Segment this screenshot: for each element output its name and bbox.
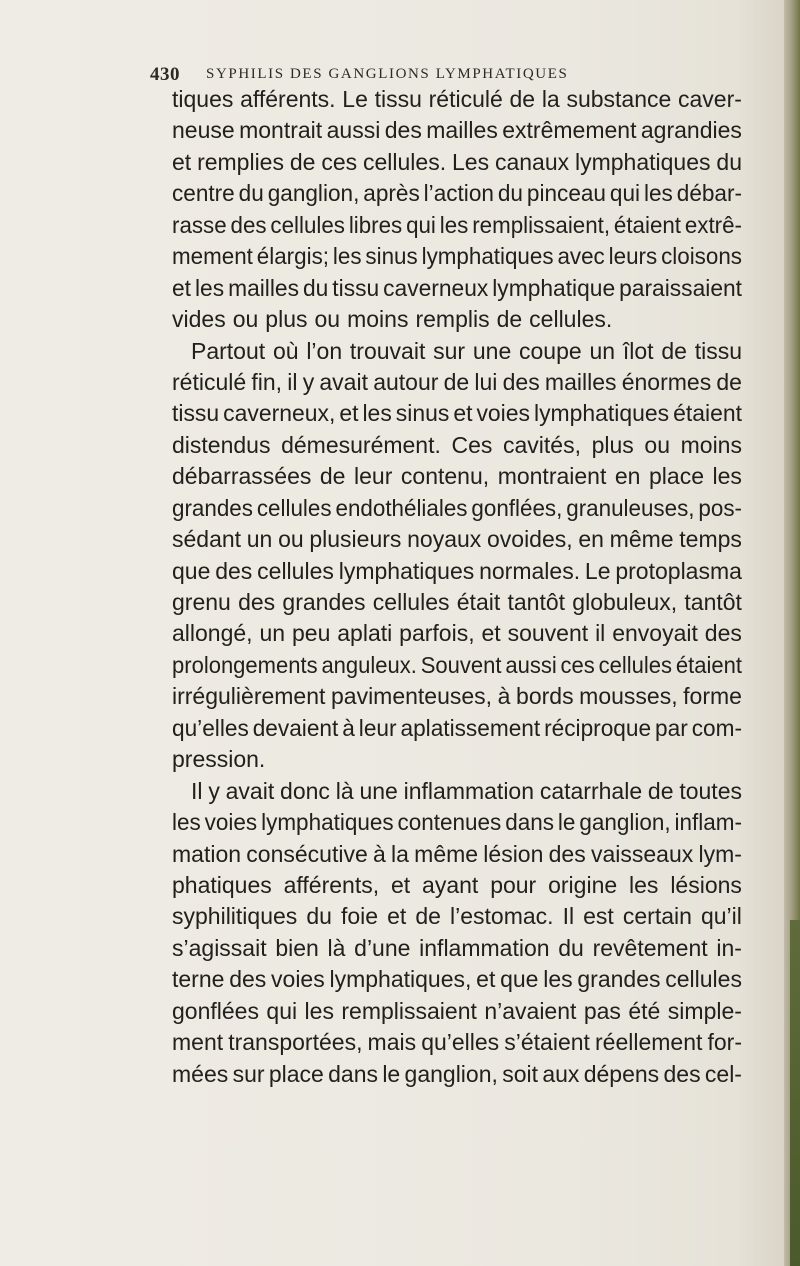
text-line: allongé, un peu aplati parfois, et souvent il envoyait des — [172, 620, 742, 647]
text-line: rasse des cellules libres qui les remplissaient, étaient extrê- — [172, 211, 742, 238]
text-line: grenu des grandes cellules était tantôt globuleux, tantôt — [172, 589, 742, 615]
text-line: irrégulièrement pavimenteuses, à bords mousses, forme — [172, 683, 742, 710]
text-line: prolongements anguleux. Souvent aussi ces cellules étaient — [172, 651, 742, 678]
text-line: que des cellules lymphatiques normales. Le protoplasma — [172, 557, 742, 584]
text-line: neuse montrait aussi des mailles extrêmement agrandies — [172, 117, 742, 144]
text-line: les voies lymphatiques contenues dans le ganglion, inflam- — [172, 809, 742, 836]
text-line: s’agissait bien là d’une inflammation du revêtement in- — [172, 934, 742, 961]
text-line: terne des voies lymphatiques, et que les grandes cellules — [172, 966, 742, 993]
text-line: qu’elles devaient à leur aplatissement réciproque par com- — [172, 714, 743, 741]
running-title: SYPHILIS DES GANGLIONS LYMPHATIQUES — [206, 66, 569, 82]
text-line: mation consécutive à la même lésion des vaisseaux lym- — [172, 840, 742, 867]
text-line: sédant un ou plusieurs noyaux ovoides, en même temps — [172, 526, 742, 553]
text-line: et remplies de ces cellules. Les canaux lymphatiques du — [172, 148, 742, 175]
text-line: centre du ganglion, après l’action du pinceau qui les débar- — [172, 180, 743, 207]
text-line: tiques afférents. Le tissu réticulé de la substance caver- — [172, 86, 742, 112]
text-line: vides ou plus ou moins remplis de cellules. — [172, 306, 613, 333]
text-line: mées sur place dans le ganglion, soit aux dépens des cel- — [172, 1060, 742, 1087]
text-line: Il y avait donc là une inflammation catarrhale de toutes — [191, 777, 742, 804]
text-line: grandes cellules endothéliales gonflées, granuleuses, pos- — [172, 494, 743, 521]
page-number: 430 — [150, 64, 180, 85]
text-line: Partout où l’on trouvait sur une coupe un îlot de tissu — [191, 337, 742, 364]
text-line: pression. — [172, 746, 266, 773]
text-line: réticulé fin, il y avait autour de lui des mailles énormes de — [172, 368, 742, 395]
text-line: distendus démesurément. Ces cavités, plus ou moins — [172, 431, 742, 458]
body-text — [172, 84, 742, 1090]
text-line: tissu caverneux, et les sinus et voies lymphatiques étaient — [172, 400, 742, 427]
text-line: mement élargis; les sinus lymphatiques avec leurs cloisons — [172, 243, 742, 270]
text-line: syphilitiques du foie et de l’estomac. Il est certain qu’il — [172, 903, 742, 930]
text-line: gonflées qui les remplissaient n’avaient pas été simple- — [172, 997, 742, 1024]
text-line: débarrassées de leur contenu, montraient en place les — [172, 463, 742, 490]
binding-edge — [790, 920, 800, 1266]
text-line: ment transportées, mais qu’elles s’étaient réellement for- — [172, 1029, 742, 1056]
text-line: phatiques afférents, et ayant pour origine les lésions — [172, 871, 742, 898]
text-line: et les mailles du tissu caverneux lymphatique paraissaient — [172, 274, 743, 301]
